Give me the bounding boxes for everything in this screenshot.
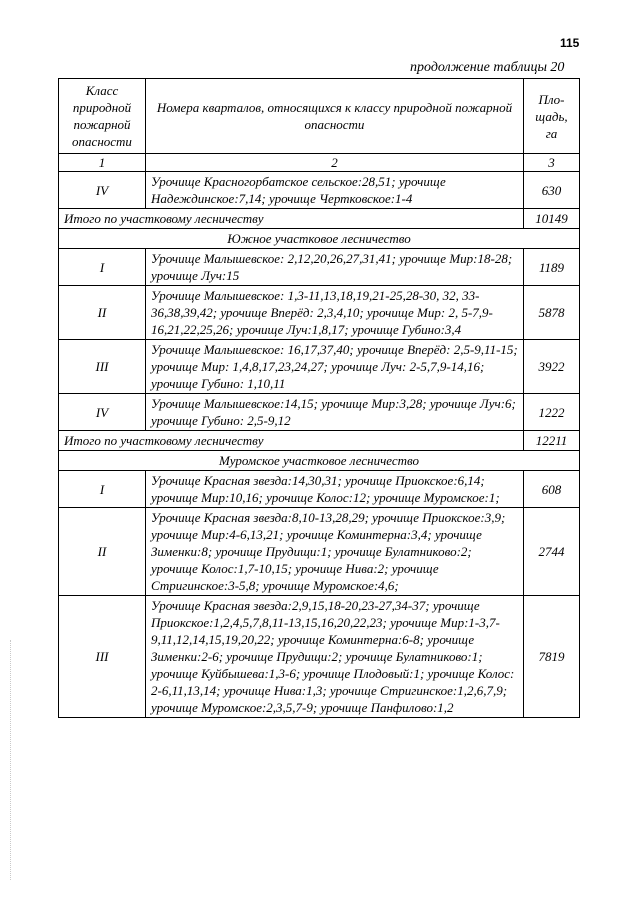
area-cell: 1222 <box>524 394 580 431</box>
table-row <box>59 394 580 431</box>
area-cell: 5878 <box>524 286 580 340</box>
table-row <box>59 596 580 718</box>
table-row <box>59 508 580 596</box>
class-cell: IV <box>59 172 146 209</box>
quarters-cell: Урочище Малышевское:14,15; урочище Мир:3,28; урочище Луч:6; урочище Губино: 2,5-9,12 <box>146 394 524 431</box>
header-class: Класс природной пожарной опасности <box>59 79 146 154</box>
table-row <box>59 340 580 394</box>
class-cell: II <box>59 508 146 596</box>
area-cell: 608 <box>524 471 580 508</box>
column-index: 1 <box>59 154 146 172</box>
table-row <box>59 286 580 340</box>
total-row <box>59 209 580 229</box>
page-number: 115 <box>560 36 580 50</box>
area-cell: 7819 <box>524 596 580 718</box>
column-index: 2 <box>146 154 524 172</box>
total-label: Итого по участковому лесничеству <box>59 209 524 229</box>
class-cell: III <box>59 340 146 394</box>
column-index: 3 <box>524 154 580 172</box>
table-continuation-label: продолжение таблицы 20 <box>410 60 565 75</box>
section-row <box>59 229 580 249</box>
section-row <box>59 451 580 471</box>
total-label: Итого по участковому лесничеству <box>59 431 524 451</box>
quarters-cell: Урочище Малышевское: 16,17,37,40; урочище Вперёд: 2,5-9,11-15; урочище Мир: 1,4,8,17,23,24,27; урочище Луч: 2-5,7,9-14,16; урочище Губино: 1,10,11 <box>146 340 524 394</box>
header-quarters: Номера кварталов, относящихся к классу природной пожарной опасности <box>146 79 524 154</box>
area-cell: 1189 <box>524 249 580 286</box>
quarters-cell: Урочище Малышевское: 1,3-11,13,18,19,21-25,28-30, 32, 33-36,38,39,42; урочище Вперёд: 2,3,4,10; урочище Мир: 2, 5-7,9-16,21,22,25,26; урочище Луч:1,8,17; урочище Губино:3,4 <box>146 286 524 340</box>
quarters-cell: Урочище Красная звезда:14,30,31; урочище Приокское:6,14; урочище Мир:10,16; урочище Колос:12; урочище Муромское:1; <box>146 471 524 508</box>
class-cell: III <box>59 596 146 718</box>
total-area: 10149 <box>524 209 580 229</box>
class-cell: II <box>59 286 146 340</box>
table-row <box>59 249 580 286</box>
quarters-cell: Урочище Красная звезда:2,9,15,18-20,23-27,34-37; урочище Приокское:1,2,4,5,7,8,11-13,15,16,20,22,23; урочище Мир:1-3,7-9,11,12,14,15,19,20,22; урочище Коминтерна:6-8; урочище Зименки:2-6; урочище Прудищи:2; урочище Булатниково:1; урочище Куйбышева:1,3-6; урочище Плодовый:1; урочище Колос: 2-6,11,13,14; урочище Нива:1,3; урочище Стригинское:1,2,6,7,9; урочище Муромское:2,3,5,7-9; урочище Панфилово:1,2 <box>146 596 524 718</box>
table-row <box>59 172 580 209</box>
class-cell: I <box>59 471 146 508</box>
area-cell: 2744 <box>524 508 580 596</box>
fire-hazard-table <box>58 78 580 718</box>
total-row <box>59 431 580 451</box>
table-row <box>59 471 580 508</box>
section-title: Южное участковое лесничество <box>59 229 580 249</box>
area-cell: 3922 <box>524 340 580 394</box>
quarters-cell: Урочище Красногорбатское сельское:28,51; урочище Надеждинское:7,14; урочище Чертковское:1-4 <box>146 172 524 209</box>
section-title: Муромское участковое лесничество <box>59 451 580 471</box>
scan-artifact <box>10 640 12 880</box>
class-cell: IV <box>59 394 146 431</box>
header-area: Пло-щадь, га <box>524 79 580 154</box>
area-cell: 630 <box>524 172 580 209</box>
class-cell: I <box>59 249 146 286</box>
quarters-cell: Урочище Малышевское: 2,12,20,26,27,31,41; урочище Мир:18-28; урочище Луч:15 <box>146 249 524 286</box>
column-index-row <box>59 154 580 172</box>
total-area: 12211 <box>524 431 580 451</box>
table-header-row <box>59 79 580 154</box>
quarters-cell: Урочище Красная звезда:8,10-13,28,29; урочище Приокское:3,9; урочище Мир:4-6,13,21; урочище Коминтерна:3,4; урочище Зименки:8; урочище Прудищи:1; урочище Булатниково:2; урочище Колос:1,7-10,15; урочище Нива:2; урочище Стригинское:3-5,8; урочище Муромское:4,6; <box>146 508 524 596</box>
